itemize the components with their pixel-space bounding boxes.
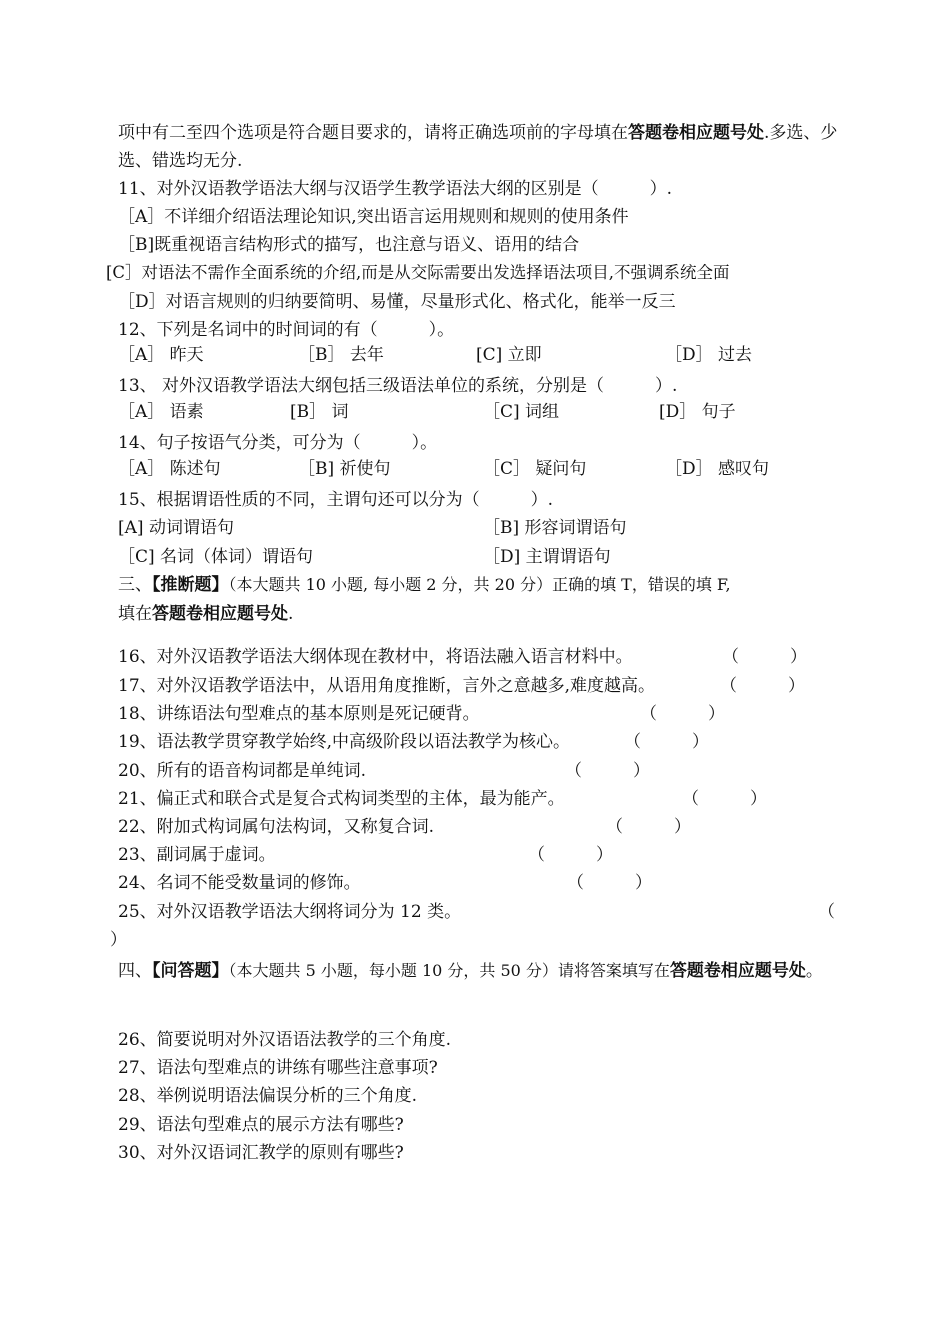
q12-option-c: [C] 立即 bbox=[476, 345, 542, 365]
q11-stem: 11、对外汉语教学语法大纲与汉语学生教学语法大纲的区别是（ ）. bbox=[118, 179, 673, 199]
judgement-25: 25、对外汉语教学语法大纲将词分为 12 类。 bbox=[118, 902, 462, 922]
q11-option-c: [C］对语法不需作全面系统的介绍,而是从交际需要出发选择语法项目,不强调系统全面 bbox=[106, 263, 730, 282]
judgement-18-answer-blank: （ ） bbox=[640, 704, 725, 724]
intro-paragraph: 项中有二至四个选项是符合题目要求的，请将正确选项前的字母填在答题卷相应题号处.多选、少选、错选均无分. bbox=[118, 123, 838, 171]
question-26: 26、简要说明对外汉语语法教学的三个角度. bbox=[118, 1030, 452, 1050]
judgement-18: 18、讲练语法句型难点的基本原则是死记硬背。 bbox=[118, 704, 480, 724]
q12-option-d: ［D］ 过去 bbox=[665, 345, 753, 365]
section4-heading: 四、【问答题】（本大题共 5 小题，每小题 10 分，共 50 分）请将答案填写在答题卷相应题号处。 bbox=[118, 961, 823, 981]
q14-option-a: ［A］ 陈述句 bbox=[118, 459, 221, 479]
q12-stem: 12、下列是名词中的时间词的有（ ）。 bbox=[118, 320, 455, 340]
answer-sheet-emphasis: 答题卷相应题号处 bbox=[628, 123, 764, 143]
judgement-25-paren-close: ） bbox=[110, 930, 127, 950]
section3-instruction: 填在答题卷相应题号处. bbox=[118, 604, 294, 624]
judgement-21-answer-blank: （ ） bbox=[682, 789, 767, 809]
q15-option-d: ［D] 主谓谓语句 bbox=[483, 547, 611, 567]
q14-option-d: ［D］ 感叹句 bbox=[665, 459, 770, 479]
judgement-16-answer-blank: （ ） bbox=[722, 647, 807, 667]
question-28: 28、举例说明语法偏误分析的三个角度. bbox=[118, 1086, 418, 1106]
q14-option-c: ［C］ 疑问句 bbox=[483, 459, 587, 479]
section4-title: 【问答题】 bbox=[152, 961, 229, 981]
q13-option-c: ［C] 词组 bbox=[483, 402, 560, 422]
q13-option-b: [B］ 词 bbox=[290, 402, 349, 422]
judgement-20-answer-blank: （ ） bbox=[565, 761, 650, 781]
q13-stem: 13、 对外汉语教学语法大纲包括三级语法单位的系统，分别是（ ）. bbox=[118, 376, 678, 396]
q13-option-a: ［A］ 语素 bbox=[118, 402, 204, 422]
q11-option-a: ［A］不详细介绍语法理论知识,突出语言运用规则和规则的使用条件 bbox=[118, 207, 629, 227]
judgement-21: 21、偏正式和联合式是复合式构词类型的主体，最为能产。 bbox=[118, 789, 565, 809]
q15-stem: 15、根据谓语性质的不同，主谓句还可以分为（ ）. bbox=[118, 490, 554, 510]
judgement-23: 23、副词属于虚词。 bbox=[118, 845, 276, 865]
q15-option-a: [A] 动词谓语句 bbox=[118, 518, 234, 538]
q13-option-d: [D］ 句子 bbox=[659, 402, 736, 422]
q11-option-d: ［D］对语言规则的归纳要简明、易懂，尽量形式化、格式化，能举一反三 bbox=[118, 292, 676, 312]
judgement-17-answer-blank: （ ） bbox=[720, 676, 805, 696]
section3-title: 【推断题】 bbox=[152, 575, 229, 595]
question-30: 30、对外汉语词汇教学的原则有哪些? bbox=[118, 1143, 404, 1163]
judgement-20: 20、所有的语音构词都是单纯词. bbox=[118, 761, 367, 781]
section3-heading: 三、【推断题】（本大题共 10 小题, 每小题 2 分，共 20 分）正确的填 T，错误的填 F, bbox=[118, 575, 731, 595]
judgement-25-paren-open: （ bbox=[818, 902, 835, 922]
q15-option-b: ［B] 形容词谓语句 bbox=[483, 518, 627, 538]
judgement-24: 24、名词不能受数量词的修饰。 bbox=[118, 873, 361, 893]
judgement-17: 17、对外汉语教学语法中，从语用角度推断，言外之意越多,难度越高。 bbox=[118, 676, 656, 696]
judgement-16: 16、对外汉语教学语法大纲体现在教材中，将语法融入语言材料中。 bbox=[118, 647, 633, 667]
q14-stem: 14、句子按语气分类，可分为（ ）。 bbox=[118, 433, 438, 453]
judgement-23-answer-blank: （ ） bbox=[528, 845, 613, 865]
question-27: 27、语法句型难点的讲练有哪些注意事项? bbox=[118, 1058, 438, 1078]
q15-option-c: ［C] 名词（体词）谓语句 bbox=[118, 547, 314, 567]
q11-option-b: ［B]既重视语言结构形式的描写，也注意与语义、语用的结合 bbox=[118, 235, 580, 255]
judgement-22: 22、附加式构词属句法构词，又称复合词. bbox=[118, 817, 435, 837]
judgement-24-answer-blank: （ ） bbox=[567, 873, 652, 893]
judgement-19: 19、语法教学贯穿教学始终,中高级阶段以语法教学为核心。 bbox=[118, 732, 571, 752]
judgement-22-answer-blank: （ ） bbox=[606, 817, 691, 837]
q12-option-a: ［A］ 昨天 bbox=[118, 345, 204, 365]
q12-option-b: ［B］ 去年 bbox=[298, 345, 384, 365]
question-29: 29、语法句型难点的展示方法有哪些? bbox=[118, 1115, 404, 1135]
q14-option-b: ［B] 祈使句 bbox=[298, 459, 391, 479]
judgement-19-answer-blank: （ ） bbox=[624, 732, 709, 752]
